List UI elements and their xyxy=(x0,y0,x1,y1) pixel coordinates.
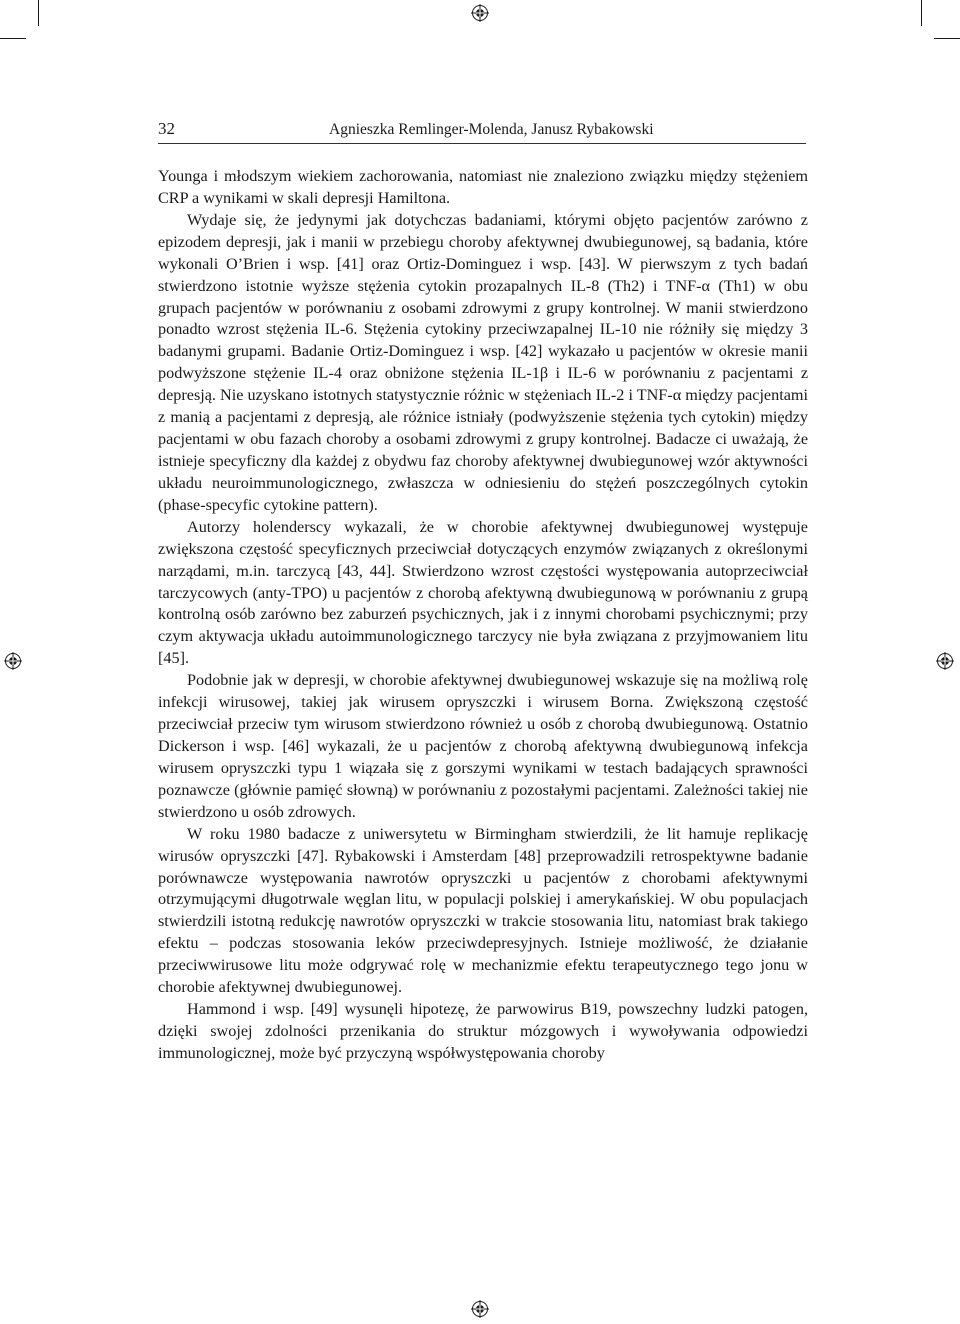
crop-mark-top-right-horizontal xyxy=(934,38,960,39)
article-body xyxy=(158,166,808,1065)
paragraph: Podobnie jak w depresji, w chorobie afektywnej dwubiegunowej wskazuje się na możliwą rolę infekcji wirusowej, takiej jak wirusem opryszczki i wirusem Borna. Zwiększoną częstość przeciwciał przeciw tym wirusom stwierdzono również u osób z chorobą dwubiegunową. Ostatnio Dickerson i wsp. [46] wykazali, że u pacjentów z chorobą afektywną dwubiegunową infekcja wirusem opryszczki typu 1 wiązała się z gorszymi wynikami w testach badających sprawności poznawcze (głównie pamięć słowną) w porównaniu z pozostałymi pacjentami. Zależności takiej nie stwierdzono u osób zdrowych. xyxy=(158,671,808,821)
running-header xyxy=(158,115,806,144)
page-number: 32 xyxy=(158,119,175,138)
registration-mark-icon xyxy=(471,4,489,22)
paragraph: W roku 1980 badacze z uniwersytetu w Birmingham stwierdzili, że lit hamuje replikację wirusów opryszczki [47]. Rybakowski i Amsterdam [48] przeprowadzili retrospektywne badanie porównawcze występowania nawrotów opryszczki u pacjentów z chorobami afektywnymi otrzymującymi długotrwale węglan litu, w populacji polskiej i amerykańskiej. W obu populacjach stwierdzili istotną redukcję nawrotów opryszczki w trakcie stosowania litu, natomiast brak takiego efektu – podczas stosowania leków przeciwdepresyjnych. Istnieje możliwość, że działanie przeciwwirusowe litu może odgrywać rolę w mechanizmie efektu terapeutycznego tego jonu w chorobie afektywnej dwubiegunowej. xyxy=(158,824,808,997)
crop-mark-top-right xyxy=(921,0,922,26)
paragraph: Autorzy holenderscy wykazali, że w chorobie afektywnej dwubiegunowej występuje zwiększona częstość specyficznych przeciwciał dotyczących enzymów związanych z określonymi narządami, m.in. tarczycą [43, 44]. Stwierdzono wzrost częstości występowania autoprzeciwciał tarczycowych (anty-TPO) u pacjentów z chorobą afektywną dwubiegunową w porównaniu z grupą kontrolną osób zarówno bez zaburzeń psychicznych, jak i z innymi chorobami psychicznymi; przy czym aktywacja układu autoimmunologicznego tarczycy nie była związana z przyjmowaniem litu [45]. xyxy=(158,517,808,668)
registration-mark-icon xyxy=(471,1300,489,1318)
paragraph: Younga i młodszym wiekiem zachorowania, natomiast nie znaleziono związku między stężeniem CRP a wynikami w skali depresji Hamiltona. xyxy=(158,167,808,207)
paragraph: Hammond i wsp. [49] wysunęli hipotezę, że parwowirus B19, powszechny ludzki patogen, dzięki swojej zdolności przenikania do struktur mózgowych i wywoływania odpowiedzi immunologicznej, może być przyczyną współwystępowania choroby xyxy=(158,1000,808,1062)
crop-mark-top-left-horizontal xyxy=(0,38,26,39)
registration-mark-icon xyxy=(936,652,954,670)
header-authors: Agnieszka Remlinger-Molenda, Janusz Rybakowski xyxy=(329,121,654,138)
paragraph: Wydaje się, że jedynymi jak dotychczas badaniami, którymi objęto pacjentów zarówno z epizodem depresji, jak i manii w przebiegu choroby afektywnej dwubiegunowej, są badania, które wykonali O’Brien i wsp. [41] oraz Ortiz-Dominguez i wsp. [43]. W pierwszym z tych badań stwierdzono istotnie wyższe stężenia cytokin prozapalnych IL-8 (Th2) i TNF-α (Th1) w obu grupach pacjentów w porównaniu z osobami zdrowymi z grupy kontrolnej. W manii stwierdzono ponadto wzrost stężenia IL-6. Stężenia cytokiny przeciwzapalnej IL-10 nie różniły się między 3 badanymi grupami. Badanie Ortiz-Dominguez i wsp. [42] wykazało u pacjentów w okresie manii podwyższone stężenie IL-4 oraz obniżone stężenia IL-1β i IL-6 w porównaniu z pacjentami z depresją. Nie uzyskano istotnych statystycznie różnic w stężeniach IL-2 i TNF-α między pacjentami z manią a pacjentami z depresją, ale różnice istniały (podwyższenie stężenia tych cytokin) między pacjentami w obu fazach choroby a osobami zdrowymi z grupy kontrolnej. Badacze ci uważają, że istnieje specyficzny dla każdej z obydwu faz choroby afektywnej dwubiegunowej wzór aktywności układu neuroimmunologicznego, zwłaszcza w odniesieniu do stężeń poszczególnych cytokin (phase-specyfic cytokine pattern). xyxy=(158,210,808,514)
registration-mark-icon xyxy=(4,652,22,670)
crop-mark-top-left xyxy=(38,0,39,26)
